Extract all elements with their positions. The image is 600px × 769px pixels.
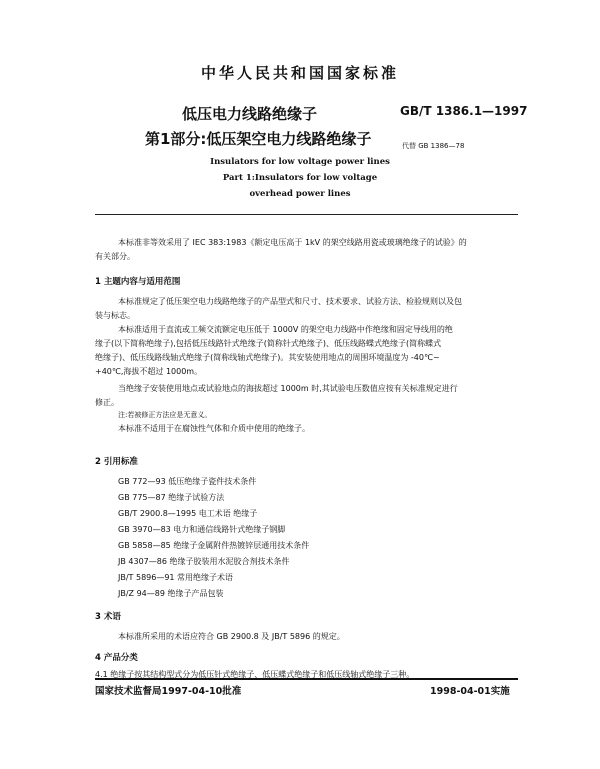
replaces-standard: 代替 GB 1386—78 bbox=[402, 142, 465, 150]
reference-item: JB/Z 94—89 绝缘子产品包装 bbox=[118, 589, 224, 598]
reference-item: GB/T 2900.8—1995 电工术语 绝缘子 bbox=[118, 509, 258, 518]
section-heading-4: 4 产品分类 bbox=[95, 653, 138, 663]
reference-item: JB 4307—86 绝缘子胶装用水泥胶合剂技术条件 bbox=[118, 557, 290, 566]
paragraph-line: 绝缘子)、低压线路线轴式绝缘子(简称线轴式绝缘子)。其安装使用地点的周围环境温度为 -40℃~ bbox=[95, 353, 440, 362]
document-title-en-line1: Insulators for low voltage power lines bbox=[210, 157, 390, 167]
section-heading-1: 1 主题内容与适用范围 bbox=[95, 277, 181, 287]
document-title-cn-line2: 第1部分:低压架空电力线路绝缘子 bbox=[145, 130, 372, 148]
approval-date: 国家技术监督局1997-04-10批准 bbox=[95, 686, 242, 697]
reference-item: GB 775—87 绝缘子试验方法 bbox=[118, 493, 225, 502]
paragraph-line: +40℃,海拔不超过 1000m。 bbox=[95, 367, 203, 376]
intro-line: 本标准非等效采用了 IEC 383:1983《额定电压高于 1kV 的架空线路用瓷或玻璃绝缘子的试验》的 bbox=[118, 238, 467, 247]
paragraph-line: 本标准规定了低压架空电力线路绝缘子的产品型式和尺寸、技术要求、试验方法、检验规则以及包 bbox=[118, 297, 462, 306]
document-title-cn-line1: 低压电力线路绝缘子 bbox=[182, 105, 318, 123]
paragraph-line: 当绝缘子安装使用地点或试验地点的海拔超过 1000m 时,其试验电压数值应按有关标准规定进行 bbox=[118, 384, 458, 393]
implementation-date: 1998-04-01实施 bbox=[430, 686, 510, 697]
paragraph-line: 装与标志。 bbox=[95, 311, 135, 320]
standard-code: GB/T 1386.1—1997 bbox=[400, 104, 528, 118]
clause-4-1: 4.1 绝缘子按其结构型式分为低压针式绝缘子、低压蝶式绝缘子和低压线轴式绝缘子三种。 bbox=[95, 670, 415, 679]
reference-item: GB 3970—83 电力和通信线路针式绝缘子钢脚 bbox=[118, 525, 286, 534]
section-heading-2: 2 引用标准 bbox=[95, 457, 138, 467]
document-title-en-line3: overhead power lines bbox=[249, 189, 351, 199]
note-line: 注:若被修正方法应是无意义。 bbox=[118, 411, 212, 419]
paragraph-line: 本标准适用于直流或工频交流额定电压低于 1000V 的架空电力线路中作绝缘和固定导线用的绝 bbox=[118, 325, 453, 334]
paragraph-line: 缘子(以下简称绝缘子),包括低压线路针式绝缘子(简称针式绝缘子)、低压线路蝶式绝缘子(简称蝶式 bbox=[95, 339, 442, 348]
reference-item: GB 5858—85 绝缘子金属附件热镀锌层通用技术条件 bbox=[118, 541, 310, 550]
intro-line: 有关部分。 bbox=[95, 252, 135, 261]
reference-item: JB/T 5896—91 常用绝缘子术语 bbox=[118, 573, 234, 582]
national-standard-title: 中华人民共和国国家标准 bbox=[200, 64, 399, 82]
footer-rule bbox=[95, 678, 518, 680]
reference-item: GB 772—93 低压绝缘子瓷件技术条件 bbox=[118, 477, 257, 486]
section-heading-3: 3 术语 bbox=[95, 612, 121, 622]
paragraph-line: 本标准不适用于在腐蚀性气体和介质中使用的绝缘子。 bbox=[118, 424, 310, 433]
title-divider bbox=[95, 214, 518, 215]
document-title-en-line2: Part 1:Insulators for low voltage bbox=[222, 173, 378, 183]
paragraph-line: 修正。 bbox=[95, 398, 119, 407]
paragraph-line: 本标准所采用的术语应符合 GB 2900.8 及 JB/T 5896 的规定。 bbox=[118, 632, 345, 641]
